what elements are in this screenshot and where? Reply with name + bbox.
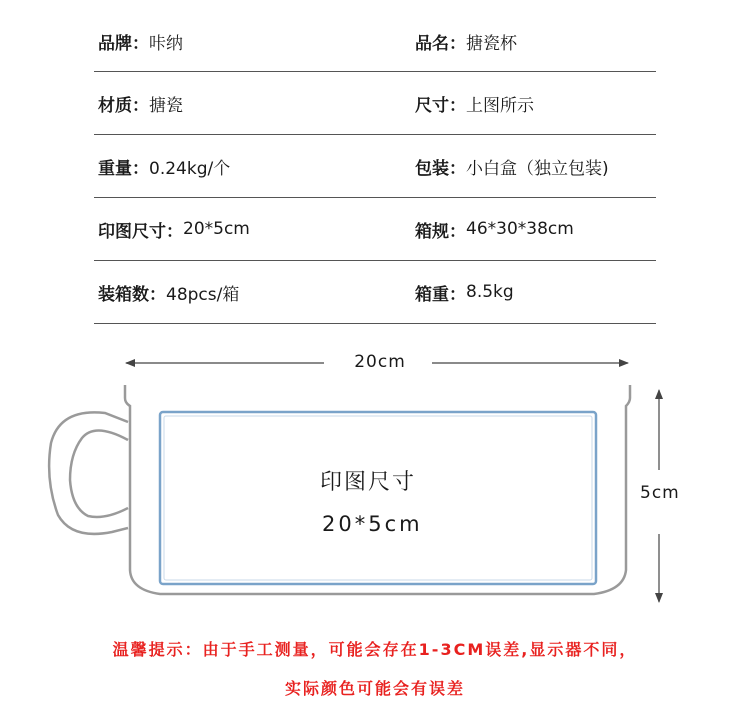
notice-line-2: 实际颜色可能会有误差 bbox=[284, 679, 465, 698]
spec-brand: 品牌： 咔纳 bbox=[98, 34, 183, 54]
mug-handle-inner bbox=[70, 430, 128, 517]
spec-material: 材质： 搪瓷 bbox=[98, 95, 183, 116]
spec-row bbox=[94, 135, 656, 198]
spec-product-name: 品名： 搪瓷杯 bbox=[415, 34, 517, 54]
notice-line-1: 温馨提示：由于手工测量，可能会存在1-3CM误差,显示器不同， bbox=[112, 640, 638, 659]
spec-weight: 重量： 0.24kg/个 bbox=[98, 158, 231, 179]
spec-carton-size: 箱规： 46*30*38cm bbox=[415, 219, 574, 242]
print-area-title: 印图尺寸 bbox=[320, 470, 417, 495]
print-area bbox=[160, 412, 596, 584]
print-area-size: 20*5cm bbox=[322, 512, 423, 536]
spec-row bbox=[94, 261, 656, 324]
spec-row bbox=[94, 72, 656, 135]
spec-carton-quantity: 装箱数： 48pcs/箱 bbox=[98, 284, 240, 305]
spec-packaging: 包装： 小白盒（独立包装) bbox=[415, 158, 609, 179]
spec-size: 尺寸： 上图所示 bbox=[415, 95, 534, 116]
spec-print-size: 印图尺寸： 20*5cm bbox=[98, 219, 250, 242]
mug-diagram bbox=[0, 340, 750, 620]
spec-row bbox=[94, 12, 656, 72]
width-dimension-label: 20cm bbox=[354, 352, 406, 372]
spec-table bbox=[94, 12, 656, 324]
spec-carton-weight: 箱重： 8.5kg bbox=[415, 282, 514, 305]
height-dimension-label: 5cm bbox=[640, 483, 680, 503]
spec-row bbox=[94, 198, 656, 261]
print-area-inner bbox=[164, 416, 592, 580]
